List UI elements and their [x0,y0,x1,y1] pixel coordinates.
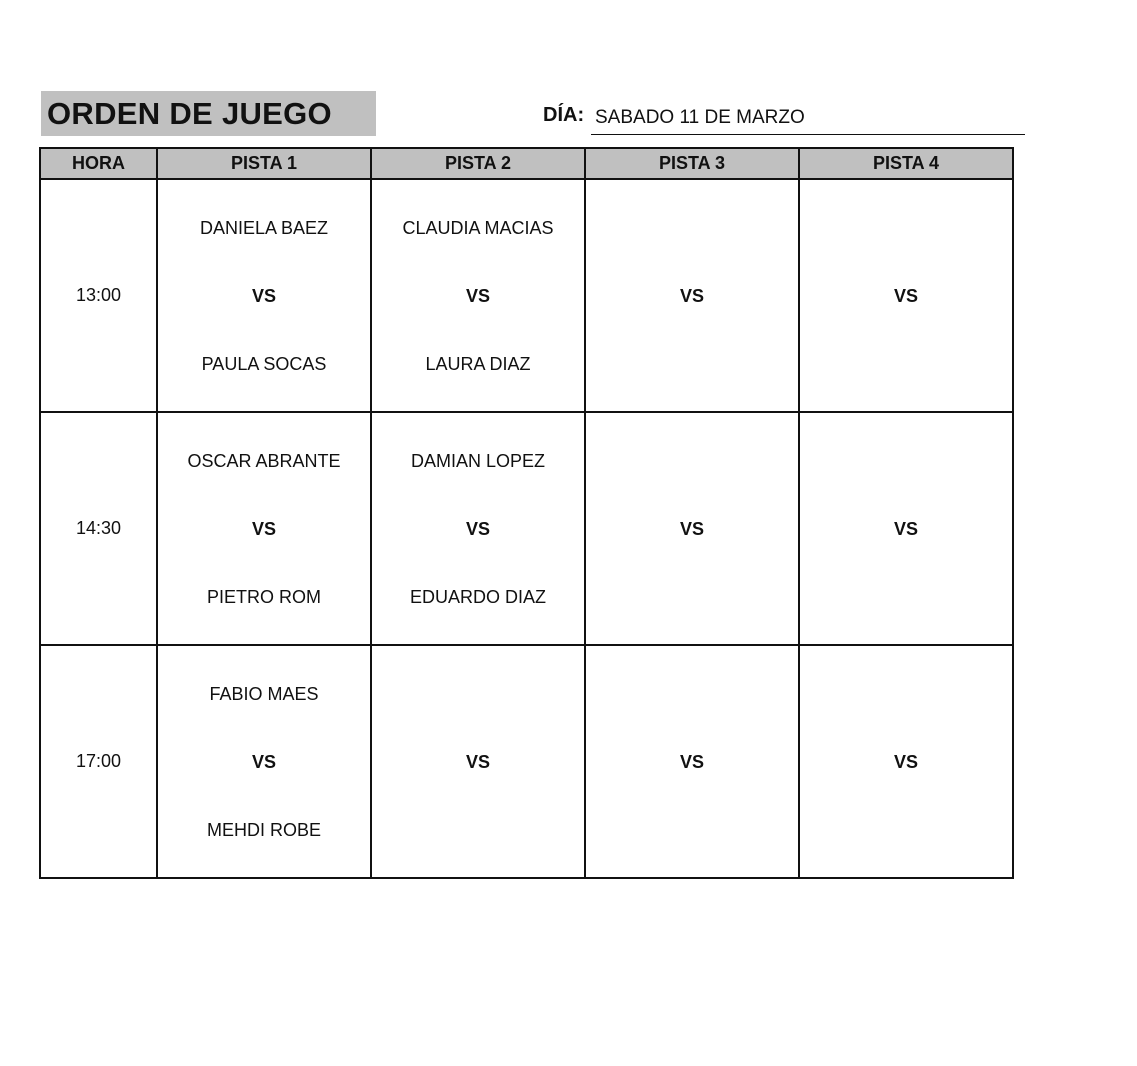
match-cell [371,645,585,878]
match-cell [585,412,799,645]
time-label: 13:00 [75,285,122,305]
header-row [40,148,1013,179]
day-label: DÍA: [543,104,585,126]
match-cell [585,179,799,412]
time-cell [40,412,157,645]
page-title: ORDEN DE JUEGO [47,95,332,131]
player-two: LAURA DIAZ [425,353,531,374]
table-row [40,645,1013,878]
vs-label: VS [893,518,918,539]
vs-label: VS [465,518,490,539]
vs-label: VS [679,751,704,772]
schedule-table [39,147,1014,879]
table-row [40,412,1013,645]
table-row [40,179,1013,412]
match-cell [585,645,799,878]
player-one: OSCAR ABRANTE [187,450,341,471]
player-two: PAULA SOCAS [201,353,327,374]
match-cell [157,645,371,878]
vs-label: VS [679,285,704,306]
player-one: FABIO MAES [209,683,319,704]
time-cell [40,645,157,878]
vs-label: VS [893,751,918,772]
match-cell [799,645,1013,878]
match-cell [157,412,371,645]
vs-label: VS [465,285,490,306]
match-cell [371,179,585,412]
time-label: 14:30 [75,518,122,538]
match-cell [157,179,371,412]
player-two: MEHDI ROBE [206,819,321,840]
time-label: 17:00 [75,751,122,771]
vs-label: VS [251,518,276,539]
player-two: PIETRO ROM [206,586,321,607]
time-cell [40,179,157,412]
column-header-pista-3: PISTA 3 [585,148,799,179]
player-one: DANIELA BAEZ [199,217,329,238]
title-box [41,91,376,136]
vs-label: VS [465,751,490,772]
vs-label: VS [679,518,704,539]
vs-label: VS [251,751,276,772]
player-one: CLAUDIA MACIAS [402,217,554,238]
match-cell [799,412,1013,645]
column-header-pista-1: PISTA 1 [157,148,371,179]
day-value: SABADO 11 DE MARZO [591,104,1025,135]
match-cell [799,179,1013,412]
player-one: DAMIAN LOPEZ [410,450,546,471]
column-header-pista-2: PISTA 2 [371,148,585,179]
player-two: EDUARDO DIAZ [409,586,546,607]
vs-label: VS [251,285,276,306]
column-header-hora: HORA [40,148,157,179]
match-cell [371,412,585,645]
vs-label: VS [893,285,918,306]
column-header-pista-4: PISTA 4 [799,148,1013,179]
